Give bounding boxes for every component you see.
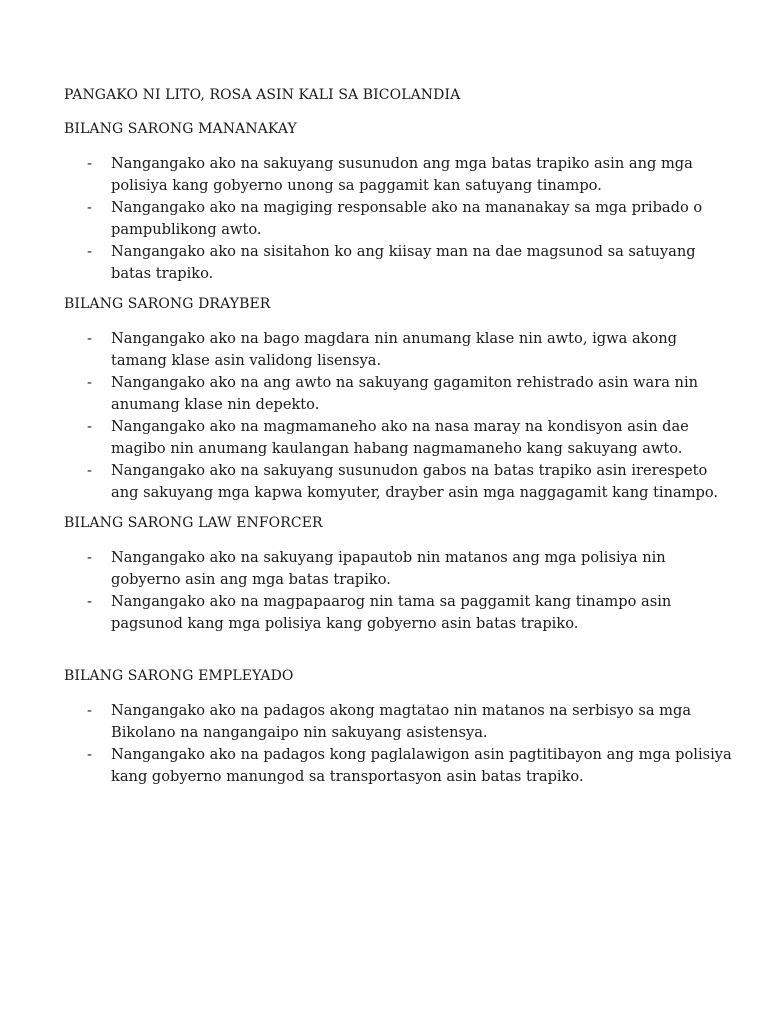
bullet-dash: -	[87, 155, 92, 172]
pledge-line: Nangangako ako na magmamaneho ako na nasa maray na kondisyon asin dae	[111, 418, 689, 435]
pledge-item	[0, 460, 719, 504]
pledge-line: Nangangako ako na sakuyang susunudon gabos na batas trapiko asin irerespeto	[111, 462, 708, 479]
pledge-item	[0, 328, 711, 372]
pledge-line: Nangangako ako na magiging responsable ako na mananakay sa mga pribado o	[111, 199, 703, 216]
section-heading: BILANG SARONG EMPLEYADO	[64, 668, 294, 684]
pledge-line: polisiya kang gobyerno unong sa paggamit kan satuyang tinampo.	[111, 177, 602, 194]
pledge-item	[0, 241, 711, 285]
pledge-line: gobyerno asin ang mga batas trapiko.	[111, 571, 391, 588]
pledge-line: Nangangako ako na magpapaarog nin tama sa paggamit kang tinampo asin	[111, 593, 672, 610]
pledge-item	[0, 416, 711, 460]
pledge-line: batas trapiko.	[111, 265, 214, 282]
document-title: PANGAKO NI LITO, ROSA ASIN KALI SA BICOLANDIA	[64, 87, 461, 103]
pledge-line: kang gobyerno manungod sa transportasyon asin batas trapiko.	[111, 768, 584, 785]
bullet-dash: -	[87, 330, 92, 347]
pledge-line: Nangangako ako na sakuyang ipapautob nin matanos ang mga polisiya nin	[111, 549, 666, 566]
bullet-dash: -	[87, 418, 92, 435]
pledge-list	[0, 700, 768, 788]
pledge-line: Nangangako ako na bago magdara nin anumang klase nin awto, igwa akong	[111, 330, 678, 347]
bullet-dash: -	[87, 199, 92, 216]
pledge-item	[0, 744, 732, 788]
pledge-list	[0, 153, 768, 285]
pledge-line: Nangangako ako na padagos kong paglalawigon asin pagtitibayon ang mga polisiya	[111, 746, 732, 763]
pledge-line: ang sakuyang mga kapwa komyuter, drayber asin mga naggagamit kang tinampo.	[111, 484, 719, 501]
pledge-item	[0, 591, 711, 635]
bullet-dash: -	[87, 702, 92, 719]
pledge-line: magibo nin anumang kaulangan habang nagmamaneho kang sakuyang awto.	[111, 440, 683, 457]
section-heading: BILANG SARONG MANANAKAY	[64, 121, 297, 137]
pledge-item	[0, 372, 711, 416]
pledge-line: Nangangako ako na padagos akong magtatao nin matanos na serbisyo sa mga	[111, 702, 692, 719]
bullet-dash: -	[87, 549, 92, 566]
pledge-line: tamang klase asin validong lisensya.	[111, 352, 382, 369]
bullet-dash: -	[87, 243, 92, 260]
pledge-line: pagsunod kang mga polisiya kang gobyerno asin batas trapiko.	[111, 615, 579, 632]
pledge-item	[0, 700, 711, 744]
bullet-dash: -	[87, 374, 92, 391]
section-heading: BILANG SARONG LAW ENFORCER	[64, 515, 323, 531]
pledge-item	[0, 153, 711, 197]
pledge-line: Nangangako ako na ang awto na sakuyang gagamiton rehistrado asin wara nin	[111, 374, 699, 391]
bullet-dash: -	[87, 746, 92, 763]
bullet-dash: -	[87, 593, 92, 610]
section-heading: BILANG SARONG DRAYBER	[64, 296, 271, 312]
bullet-dash: -	[87, 462, 92, 479]
pledge-item	[0, 547, 711, 591]
pledge-line: Nangangako ako na sakuyang susunudon ang mga batas trapiko asin ang mga	[111, 155, 693, 172]
pledge-list	[0, 328, 768, 504]
pledge-line: Nangangako ako na sisitahon ko ang kiisay man na dae magsunod sa satuyang	[111, 243, 696, 260]
pledge-line: anumang klase nin depekto.	[111, 396, 320, 413]
pledge-item	[0, 197, 711, 241]
pledge-line: pampublikong awto.	[111, 221, 262, 238]
pledge-list	[0, 547, 768, 635]
pledge-line: Bikolano na nangangaipo nin sakuyang asistensya.	[111, 724, 488, 741]
